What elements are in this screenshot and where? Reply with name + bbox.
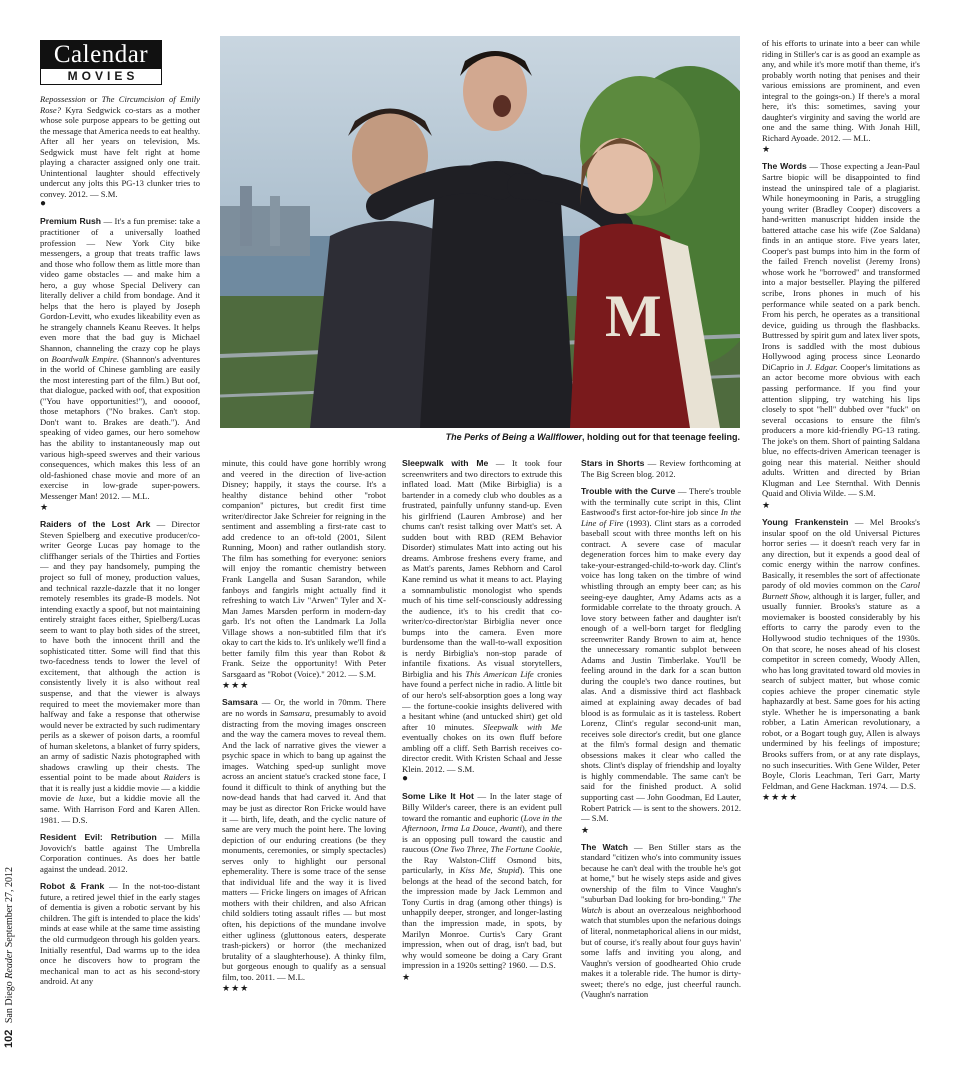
review-stars-in-shorts: Stars in Shorts — Review forthcoming at The Big Screen blog. 2012. <box>581 458 741 479</box>
review-title: Raiders of the Lost Ark <box>40 519 151 530</box>
review-title: Resident Evil: Retribution <box>40 832 157 843</box>
review-title: The Words <box>762 161 807 172</box>
review-trouble-with-the-curve: Trouble with the Curve — There's trouble with the terminally cute script in this, Clint Eastwood's first actor-for-hire job since In the Line of Fire (1993). Clint stars as a corroded baseball scout with three months left on his contract. A severe case of macular degeneration forces him to make every day take-your-estranged-child-to-work day. Clint's voice has long taken on the timbre of wind whistling through an empty beer can; as his seeing-eye daughter, Amy Adams acts as a formidable correlate to the throaty grouch. A love story between father and daughter isn't enough of a well-born target for fledgling screenwriter Randy Brown to aim at, hence the unnecessary romantic subplot between Adams and Justin Timberlake. You'll be feeling around in the dark for a scan button during the couple's two dance routines, but alas. And a dismissive third act flashback aimed at explaining away decades of bad blood is as formulaic as it is tasteless. Robert Lorenz, Clint's regular second-unit man, receives sole director's credit, but one glance at the film's formal design and thematic obsessions makes it clear who called the shots. Clint's display of friendship and loyalty is highly commendable. The same can't be said for the finished product. A solid supporting cast — John Goodman, Ed Lauter, Robert Patrick — is sent to the showers. 2012. — S.M. ★ <box>581 486 741 835</box>
review-title: Sleepwalk with Me <box>402 458 489 468</box>
photo-caption: The Perks of Being a Wallflower, holding out for that teenage feeling. <box>445 432 740 442</box>
calendar-header <box>40 40 162 85</box>
review-title: Stars in Shorts <box>581 458 645 468</box>
review-sleepwalk: Sleepwalk with Me — It took four screenwriters and two directors to extrude this inflated load. Matt (Mike Birbiglia) is a bartender in a comedy club who doubles as a frustrated, painfully unfunny stand-up. Even his girlfriend (Lauren Ambrose) and her chums can't resist talking over Matt's set. A sudden bout with RBD (REM Behavior Disorder) stimulates Matt into acting out his dreams. Ambrose freshens every frame, and as Matt's parents, James Rebhorn and Carol Kane remind us what it means to act. Playing a somnambulistic monologist who spends much of his time self-consciously addressing the audience, it's to his credit that co-writer/co-director/star Birbiglia never once bumps into the camera. Even more burdensome than the wall-to-wall exposition is nerdy Birbiglia's non-stop parade of infantile fixations. As visual storytellers, Birbiglia and his This American Life cronies have found a perfect niche in radio. A little bit of our hero's self-absorption goes a long way — the fortune-cookie insights delivered with a hesitant whine (and untucked shirt) get old after 10 minutes. Sleepwalk with Me eventually chokes on its own fluff before ambling off a cliff. Seth Barrish receives co-director credit. With Kristen Schaal and Jesse Klein. 2012. — S.M. ● <box>402 458 562 785</box>
column-2 <box>222 458 386 1048</box>
rating-dot: ● <box>402 773 409 785</box>
review-title: Young Frankenstein <box>762 516 849 527</box>
rating-stars: ★ <box>402 971 412 982</box>
review-title: Samsara <box>222 697 258 708</box>
review-some-like-it-hot: Some Like It Hot — In the later stage of Billy Wilder's career, there is an evident pull toward the romantic and euphoric (Love in the Afternoon, Irma La Douce, Avanti), and there is an opposing pull toward the caustic and raucous (One Two Three, The Fortune Cookie, the Ray Walston-Cliff Osmond bits, particularly, in Kiss Me, Stupid). This one belongs at the head of the second batch, for the impression made by Jack Lemmon and Tony Curtis in drag (among other things) is unhappily deeper, stronger, and longer-lasting than the impression made, in spots, by Marilyn Monroe. Curtis's Cary Grant impression, when out of drag, isn't bad, but why would someone be doing a Cary Grant impression in a 1920s setting? 1960. — D.S. ★ <box>402 791 562 982</box>
column-4 <box>581 458 741 1048</box>
photo-illustration <box>220 36 740 428</box>
page-folio: 102 San Diego Reader September 27, 2012 <box>3 867 15 1048</box>
section-title: Calendar <box>40 40 162 69</box>
review-title: Robot & Frank <box>40 881 105 892</box>
review-the-watch: The Watch — Ben Stiller stars as the standard "citizen who's into community issues because he can't deal with the trouble he's got at home," but he wisely steps aside and gives ownership of the film to Vince Vaughn's "suburban Dad looking for bro-bonding." The Watch is about an overzealous neighborhood watch that stumbles upon the nefarious doings of literal, nonmetaphorical aliens in our midst, but of course, it's really about four guys havin' some laffs and inviting you along, and Vaughn's version of goodhearted Ohio crude makes it a tolerable ride. The humor is dirty-sweet; there's no edge, just cheerful raunch. (Vaughn's narration <box>581 841 741 1000</box>
review-the-words: The Words — Those expecting a Jean-Paul Sartre biopic will be disappointed to find instead the uninspired tale of a plagiarist. While honeymooning in Paris, a struggling young writer (Bradley Cooper) discovers a hand-written manuscript hidden inside the battered attache case his wife (Zoe Saldana) finds in an antique store. Five years later, Cooper's past bumps into him in the form of the failed French novelist (Jeremy Irons) whose work he "borrowed" and transformed into a major bestseller. Playing the pilfered scribe, Irons phones in much of his performance while seated on a park bench. From his perch, he operates as a transitional device, guiding us through the flashbacks. Buttressed by spirit gum and latex liver spots, Irons is saddled with the most dubious Hollywood aging process since Leonardo DiCaprio in J. Edgar. Cooper's limitations as an actor become more obvious with each passing performance. If you find your attention slipping, try watching his lips closely to spot "hell" dubbed over "fuck" on several occasions to ensure the film's producers a more kid-friendly PG-13 rating. The joke's on them. Short of painting Saldana blue, no effects-driven American teenager is going near this material. Neither should adults. Written and directed by Brian Klugman and Lee Sternthal. With Dennis Quaid and Olivia Wilde. — S.M. ★ <box>762 161 920 510</box>
review-young-frankenstein: Young Frankenstein — Mel Brooks's insular spoof on the old Universal Pictures horror series — it doesn't reach very far in any direction, but it expends a good deal of comic energy within the narrow confines. Basically, it resembles the sort of affectionate parody of old movies common on the Carol Burnett Show, although it is larger, fuller, and usually funnier. Brooks's stature as a moviemaker is boosted considerably by his efforts to carry the parody even to the Hollywood studio techniques of the 1930s. On that score, he noses ahead of his closest competitor in screen comedy, Woody Allen, who has long gravitated toward old movies in search of subject matter, but whose comic copies achieve the proper cinematic style haphazardly at best. Same goes for his acting style. Whether he is impersonating a bank robber, a Latin American revolutionary, a robot, or a Bogart tough guy, Allen is always undermined by his feelings of imposture; Brooks suffers from, or at any rate displays, no such insecurities. With Gene Wilder, Peter Boyle, Cloris Leachman, Teri Garr, Marty Feldman, and Gene Hackman. 1974. — D.S. ★★★★ <box>762 516 920 803</box>
review-samsara: Samsara — Or, the world in 70mm. There are no words in Samsara, presumably to avoid distracting from the moving images onscreen and the way the camera moves to reveal them. And the lack of narrative gives the viewer a psychic space in which to bang up against the images. Watching sped-up sunlight move across an ancient statue's cracked stone face, I found it difficult to think of anything but the now-dead hands that had carved it. And that may be just as director Ron Fricke would have it — birth, life, death, and the cyclic nature of same are very much the point here. The loving depiction of our enduring creations (be they monuments, ceremonies, or simply spectacles) serves only to highlight our personal ephemerality. There is some trace of the sense that individual life and the way it is lived matters — Fricke lingers on images of African mothers with their children, and also African child soldiers toting assault rifles — but most often, his depictions of the mundane involve either ugliness (gluttonous eaters, desperate trash-pickers) or horror (the mechanized brutality of a slaughterhouse). A thinky film, but gorgeous enough to qualify as a sensual film, too. 2011. — M.L. ★★★ <box>222 697 386 994</box>
review-robot-frank-continued: minute, this could have gone horribly wrong and veered in the direction of live-action Disney; happily, it stays the course. It's a healthy distance behind other "robot companion" pictures, but credit first time writer/director Jake Schreier for reigning in the sentiment and assembling a first-rate cast to add credence to an oft-told (2001, Silent Running, Moon) and rather outlandish story. The film has something for everyone: seniors will enjoy the romantic chemistry between Frank Langella and Susan Sarandon, while fanboys and fangirls might actually find it refreshing to watch Liv "Arwen" Tyler and X-Man James Marsden perform in modern-day garb. It's not often the Landmark La Jolla Village shows a non-subtitled film that it's okay to cart the kids to. It's unlikely we'll find a better family film this year than Robot & Frank. Seize the opportunity! With Peter Sarsgaard as "Robot (Voice)." 2012. — S.M. ★★★ <box>222 458 386 691</box>
review-the-watch-continued: of his efforts to urinate into a beer can while riding in Stiller's car is as good an example as any, and while it's more motif than theme, it's probably worth noting that penises and their various emissions are prominent, and even integral to the goings-on.) If there's a moral here, it's this: sometimes, saving your daughter's virginity and saving the world are one and the same thing. With Jonah Hill, Richard Ayoade. 2012. — M.L. ★ <box>762 38 920 155</box>
page-number: 102 <box>3 1029 15 1048</box>
review-resident-evil: Resident Evil: Retribution — Milla Jovovich's battle against The Umbrella Corporation continues. As does her battle against the undead. 2012. <box>40 832 200 874</box>
movie-photo <box>220 36 740 428</box>
rating-dot: ● <box>40 198 47 210</box>
review-robot-frank: Robot & Frank — In the not-too-distant future, a retired jewel thief in the early stages of dementia is given a robotic servant by his children. The gift is intended to place the kids' minds at ease while at the same time assisting the old curmudgeon through his golden years. Initially resentful, Dad warms up to the idea once he discovers how to program the mechanical man to act as his second-story android. At any <box>40 881 200 987</box>
review-premium-rush: Premium Rush — It's a fun premise: take a practitioner of a universally loathed profession — New York City bike messengers, a group that treats traffic laws and those who follow them as little more than video game obstacles — and make him a hero, a guy whose Special Delivery can literally deliver a child from bondage. And it helps that the hero is played by Joseph Gordon-Levitt, who exudes likeability even as he strangely channels Keanu Reeves. It helps even more that the bad guy is Michael Shannon, channeling the crazy cop he plays on Boardwalk Empire. (Shannon's adventures in the world of Chinese gambling are easily the most interesting part of the film.) But oof, that dialogue, packed with oof, that exposition ("You have opportunities!"), and ooooof, those metaphors ("No brakes. Can't stop. Don't want to. Brakes are death."). And speaking of video games, our hero somehow has the ability to instantaneously map out various high-speed swerves and their various consequences, which makes this less of an old-fashioned chase movie and more of an exercise in low-grade super-powers. Messenger Man! 2012. — M.L. ★ <box>40 216 200 513</box>
review-title: Premium Rush <box>40 216 101 227</box>
review-title: Trouble with the Curve <box>581 486 676 497</box>
review-title: The Watch <box>581 841 629 852</box>
rating-stars: ★★★★ <box>762 792 799 803</box>
rating-stars: ★ <box>581 824 591 835</box>
rating-stars: ★ <box>762 499 772 510</box>
rating-stars: ★★★ <box>222 680 250 691</box>
section-subtitle: MOVIES <box>40 69 162 85</box>
column-5 <box>762 38 920 1048</box>
svg-text:M: M <box>605 283 662 349</box>
rating-stars: ★ <box>762 144 772 155</box>
review-title: Some Like It Hot <box>402 791 474 802</box>
column-3 <box>402 458 562 1048</box>
review-raiders: Raiders of the Lost Ark — Director Steven Spielberg and executive producer/co-writer George Lucas pay homage to the cliffhanger serials of the Thirties and Forties — and they pay handsomely, pumping the project so full of money, production values, and technical razzle-dazzle that it no longer remotely resembles its grade-B models. Not intending exactly a spoof, but not maintaining entirely straight faces either, Spielberg/Lucas seem to want to play both sides of the street, to have both the innocent thrill and the sophisticated titter. Some will find that this two-facedness tends to lower the level of excitement, that although the action is consistently lively it is also without real suspense, and that the viewer is always required to meet the moviemaker more than halfway and fake a response that otherwise would never be extracted by such rudimentary perils as a skewer of poison darts, a roomful of human skeletons, a blanket of furry spiders, an army of sadistic Nazis photographed with shadows crawling up their chests. The essential point to be made about Raiders is that it is really just a kiddie movie — a kiddie movie de luxe, but a kiddie movie all the same. With Harrison Ford and Karen Allen. 1981. — D.S. <box>40 519 200 825</box>
rating-stars: ★ <box>40 502 50 513</box>
review-repossession: Repossession or The Circumcision of Emily Rose? Kyra Sedgwick co-stars as a mother whose sole purpose appears to be getting out the message that America needs to eat healthy. After all her years on television, Ms. Sedgwick must have felt right at home playing a character assigned only one trait. Unintentional laughter should effectively undercut any jolts this PG-13 clunker tries to convey. 2012. — S.M. ● <box>40 94 200 210</box>
column-1 <box>40 94 200 1044</box>
rating-stars: ★★★ <box>222 983 250 994</box>
